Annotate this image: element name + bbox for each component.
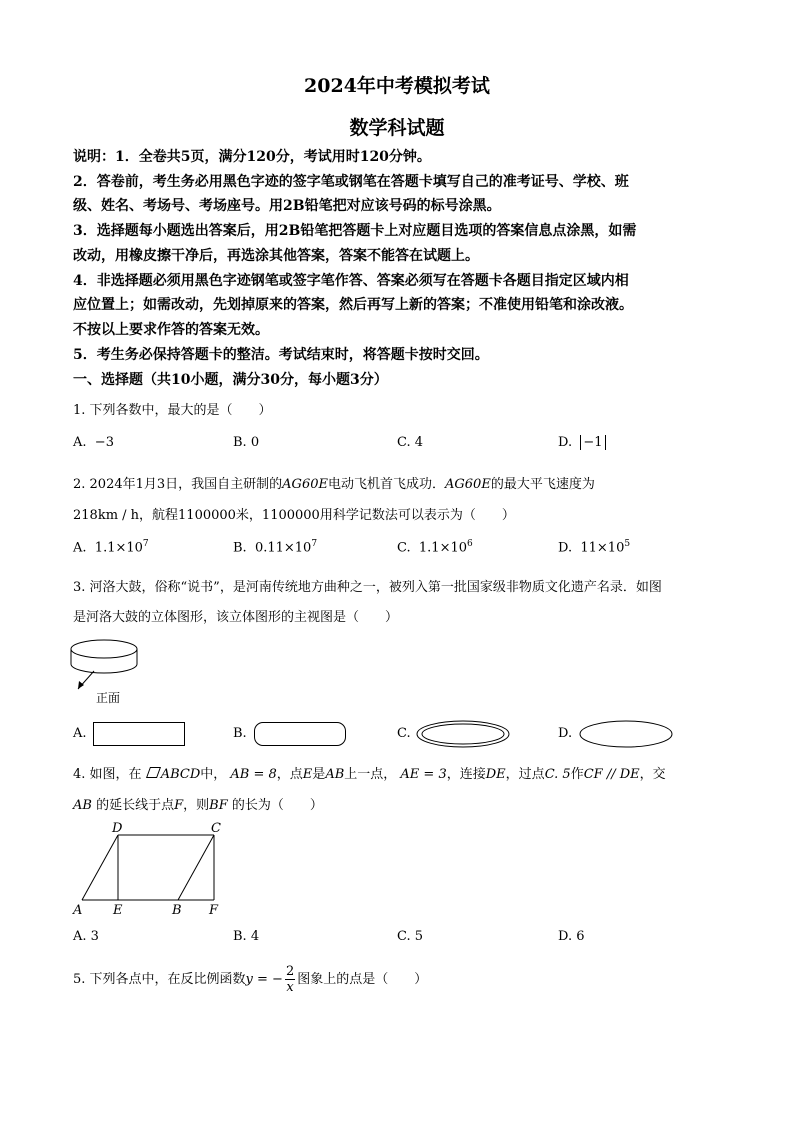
q3-option-b-label: B. — [233, 726, 247, 741]
q4-text: 中， — [200, 767, 227, 782]
question-4-line-2 — [73, 794, 323, 813]
q2-option-d — [558, 539, 630, 555]
exam-title: 2024年中考模拟考试 — [304, 75, 490, 97]
exponent: 7 — [142, 539, 149, 549]
q4-option-c: C. 5 — [397, 929, 424, 944]
q4-option-d: D. 6 — [558, 929, 585, 944]
point-f-label: F — [209, 903, 219, 918]
q4-text: ，连接 — [446, 767, 486, 782]
instruction-line: 5．考生务必保持答题卡的整洁。考试结束时，将答题卡按时交回。 — [73, 346, 489, 363]
point-e-label: E — [113, 903, 123, 918]
question-5-stem — [73, 964, 427, 995]
option-value: −3 — [94, 435, 114, 450]
q3-option-d-ellipse — [578, 719, 674, 749]
instruction-line: 不按以上要求作答的答案无效。 — [73, 321, 269, 338]
q3-option-a-label: A. — [73, 726, 87, 741]
question-1-stem: 1. 下列各数中，最大的是（ ） — [73, 403, 272, 418]
drum-figure — [64, 634, 154, 706]
section-heading — [73, 368, 733, 393]
fraction — [285, 964, 295, 995]
q4-text: 上一点， — [344, 767, 397, 782]
point-a-label: A — [73, 903, 83, 918]
q4-text: 的长为（ ） — [231, 798, 323, 813]
q4-text: 的延长线于点 — [96, 798, 175, 813]
section-heading-text: 一、选择题（共10小题，满分30分，每小题3分） — [73, 372, 388, 388]
math-expr: C. 5 — [544, 767, 571, 782]
option-label: D. — [558, 540, 573, 556]
outer-ellipse — [417, 721, 509, 747]
option-label: A. — [73, 435, 87, 450]
q3-option-c-double-ellipse — [415, 719, 511, 749]
q5-text: 图象上的点是（ ） — [297, 972, 428, 987]
ellipse — [580, 721, 672, 747]
option-label: B. — [233, 540, 247, 556]
instructions — [73, 145, 733, 367]
q5-text: 5. 下列各点中，在反比例函数 — [73, 972, 246, 987]
option-value: 0.11×10 — [254, 540, 312, 556]
parallelogram-symbol-icon — [146, 767, 161, 778]
math-expr: AE = 3 — [400, 767, 447, 782]
q3-option-b-rounded-rect — [254, 722, 346, 746]
option-label: D. — [558, 435, 573, 450]
question-4-line-1: 4. 如图，在 ABCD中， AB = 8，点E是AB上一点， AE = 3，连接DE，过点C. 5作CF // DE，交 — [73, 767, 666, 782]
point-b-label: B — [172, 903, 182, 918]
instruction-line: 应位置上；如需改动，先划掉原来的答案，然后再写上新的答案；不准使用铅笔和涂改液。 — [73, 297, 633, 314]
instruction-line: 3．选择题每小题选出答案后，用2B铅笔把答题卡上对应题目选项的答案信息点涂黑，如需 — [73, 223, 637, 240]
q3-option-d-label: D. — [558, 726, 573, 741]
q4-text: 作 — [570, 767, 584, 782]
q4-option-a: A. 3 — [73, 929, 99, 944]
exponent: 5 — [624, 539, 631, 549]
math-expr: F — [174, 798, 184, 813]
instruction-line: 改动，用橡皮擦干净后，再选涂其他答案，答案不能答在试题上。 — [73, 247, 479, 264]
math-expr: CF // DE — [583, 767, 640, 782]
side-cb — [178, 835, 214, 900]
option-label: A. — [73, 540, 87, 556]
q3-option-c-label: C. — [397, 726, 411, 741]
q4-text: 4. 如图，在 — [73, 767, 142, 782]
absolute-value: −1 — [580, 435, 605, 450]
option-value: 11×10 — [580, 540, 625, 556]
fraction-numerator: 2 — [285, 964, 295, 979]
question-2-line-1 — [73, 473, 595, 492]
parallelogram-figure — [70, 818, 230, 920]
instruction-line: 2．答卷前，考生务必用黑色字迹的签字笔或钢笔在答题卡填写自己的准考证号、学校、班 — [73, 173, 629, 190]
q1-option-c: C. 4 — [397, 435, 424, 450]
math-expr: y = − — [245, 972, 283, 987]
q1-option-d — [558, 435, 606, 450]
q4-text: ，过点 — [505, 767, 545, 782]
q1-option-a — [73, 435, 114, 450]
drum-bottom — [71, 664, 137, 673]
q2-option-c — [397, 539, 473, 555]
math-expr: AB — [325, 767, 345, 782]
math-expr: E — [302, 767, 313, 782]
q4-text: ，则 — [183, 798, 210, 813]
point-c-label: C — [211, 821, 221, 836]
option-value: 1.1×10 — [94, 540, 143, 556]
question-3-line-1: 3. 河洛大鼓，俗称“说书”，是河南传统地方曲种之一，被列入第一批国家级非物质文化遗产名录．如图 — [73, 580, 662, 595]
inner-ellipse — [422, 724, 504, 744]
model-name: AG60E — [282, 477, 328, 492]
question-3-line-2: 是河洛大鼓的立体图形，该立体图形的主视图是（ ） — [73, 610, 399, 625]
q2-text: 电动飞机首飞成功． — [327, 477, 445, 492]
instruction-line: 级、姓名、考场号、考场座号。用2B铅笔把对应该号码的标号涂黑。 — [73, 198, 501, 215]
exponent: 7 — [311, 539, 318, 549]
math-expr: AB = 8 — [230, 767, 277, 782]
math-expr: DE — [485, 767, 506, 782]
math-expr: BF — [209, 798, 228, 813]
front-label: 正面 — [96, 691, 121, 705]
front-arrow-head — [78, 681, 84, 689]
side-ad — [82, 835, 118, 900]
question-2-line-2: 218km / h，航程1100000米，1100000用科学记数法可以表示为（ ） — [73, 508, 515, 523]
q3-option-a-rectangle — [93, 722, 185, 746]
q2-option-b — [233, 539, 317, 555]
q1-option-b: B. 0 — [233, 435, 260, 450]
option-value: 1.1×10 — [418, 540, 467, 556]
q4-option-b: B. 4 — [233, 929, 260, 944]
q2-text: 2. 2024年1月3日，我国自主研制的 — [73, 477, 283, 492]
q4-text: ，点 — [276, 767, 303, 782]
point-d-label: D — [112, 821, 123, 836]
fraction-denominator: x — [286, 980, 294, 995]
exam-subtitle: 数学科试题 — [349, 117, 445, 139]
q2-option-a — [73, 539, 149, 555]
drum-top — [71, 640, 137, 658]
instruction-line: 4．非选择题必须用黑色字迹钢笔或签字笔作答、答案必须写在答题卡各题目指定区域内相 — [73, 272, 629, 289]
math-expr: AB — [73, 798, 92, 813]
q4-text: 是 — [312, 767, 326, 782]
instruction-line: 说明：1．全卷共5页，满分120分，考试用时120分钟。 — [73, 149, 431, 165]
option-label: C. — [397, 540, 411, 556]
exponent: 6 — [467, 539, 473, 549]
q2-text: 的最大平飞速度为 — [490, 477, 595, 492]
q4-text: ，交 — [639, 767, 666, 782]
model-name: AG60E — [445, 477, 491, 492]
